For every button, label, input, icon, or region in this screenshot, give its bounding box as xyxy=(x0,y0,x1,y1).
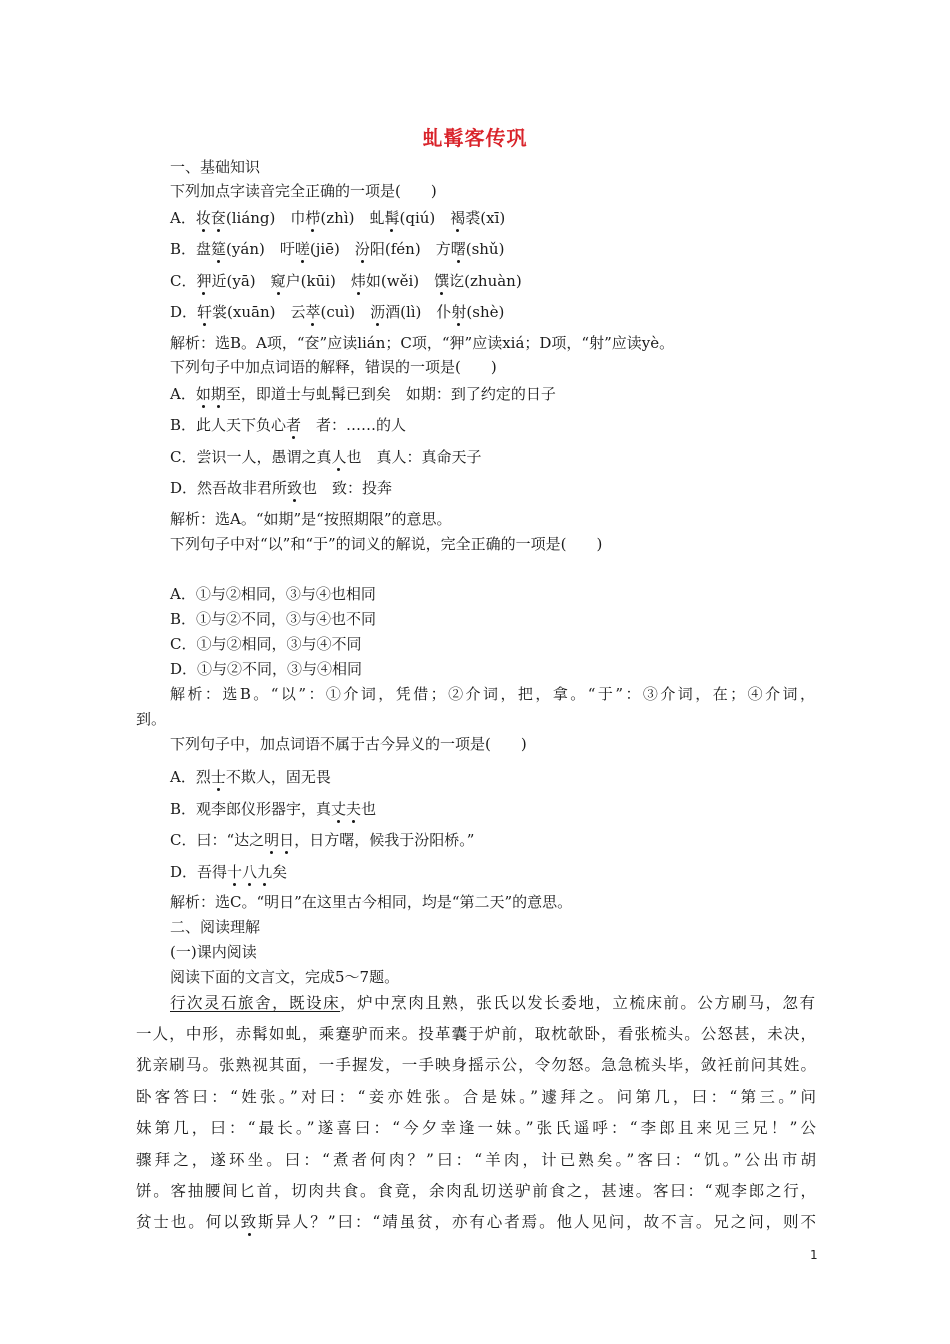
question-2-option-d: D．然吾故非君所致也 致：投奔 xyxy=(170,479,393,497)
question-4-option-a: A．烈士不欺人，固无畏 xyxy=(170,768,331,786)
question-2-option-c: C．尝识一人，愚谓之真人也 真人：真命天子 xyxy=(170,448,482,466)
passage-line-5: 妹第几，曰：“最长。”遂喜曰：“今夕幸逢一妹。”张氏遥呼：“李郎且来见三兄！”公 xyxy=(136,1119,816,1137)
question-4-stem: 下列句子中，加点词语不属于古今异义的一项是( ) xyxy=(170,735,527,753)
section-heading-basics: 一、基础知识 xyxy=(170,158,261,176)
reading-instruction: 阅读下面的文言文，完成5～7题。 xyxy=(170,968,400,986)
passage-line-2: 一人，中形，赤髯如虬，乘蹇驴而来。投革囊于炉前，取枕欹卧，看张梳头。公怒甚，未决， xyxy=(136,1025,816,1043)
question-1-stem: 下列加点字读音完全正确的一项是( ) xyxy=(170,182,437,200)
passage-line-8: 贫士也。何以致斯异人？”曰：“靖虽贫，亦有心者焉。他人见问，故不言。兄之问，则不 xyxy=(136,1213,816,1231)
passage-line-6: 骤拜之，遂环坐。曰：“煮者何肉？”曰：“羊肉，计已熟矣。”客曰：“饥。”公出市胡 xyxy=(136,1151,816,1169)
question-1-option-a: A．妆奁(liáng) 巾栉(zhì) 虬髯(qiú) 褐裘(xī) xyxy=(170,209,506,227)
question-4-option-c: C．曰：“达之明日，日方曙，候我于汾阳桥。” xyxy=(170,831,475,849)
question-4-option-d: D．吾得十八九矣 xyxy=(170,863,288,881)
question-1-option-c: C．狎近(yā) 窥户(kūi) 炜如(wěi) 馔讫(zhuàn) xyxy=(170,272,522,290)
passage-line-4: 卧客答曰：“姓张。”对曰：“妾亦姓张。合是妹。”遽拜之。问第几，曰：“第三。”问 xyxy=(136,1088,816,1106)
section-heading-reading: 二、阅读理解 xyxy=(170,918,261,936)
question-2-stem: 下列句子中加点词语的解释，错误的一项是( ) xyxy=(170,358,497,376)
question-3-stem: 下列句子中对“以”和“于”的词义的解说，完全正确的一项是( ) xyxy=(170,535,603,553)
question-2-option-a: A．如期至，即道士与虬髯已到矣 如期：到了约定的日子 xyxy=(170,385,556,403)
page-number: 1 xyxy=(810,1248,818,1262)
question-1-option-b: B．盘筵(yán) 吁嗟(jiē) 汾阳(fén) 方曙(shǔ) xyxy=(170,240,505,258)
passage-line-7: 饼。客抽腰间匕首，切肉共食。食竟，余肉乱切送驴前食之，甚速。客曰：“观李郎之行， xyxy=(136,1182,816,1200)
question-3-option-c: C．①与②相同，③与④不同 xyxy=(170,635,362,653)
question-3-option-a: A．①与②相同，③与④也相同 xyxy=(170,585,376,603)
question-2-answer: 解析：选A。“如期”是“按照期限”的意思。 xyxy=(170,510,452,528)
subsection-heading: (一)课内阅读 xyxy=(170,943,257,961)
question-3-option-d: D．①与②不同，③与④相同 xyxy=(170,660,363,678)
question-3-answer-cont: 到。 xyxy=(136,710,167,728)
question-3-answer: 解析：选B。“以”：①介词，凭借；②介词，把，拿。“于”：③介词，在；④介词， xyxy=(170,685,815,703)
question-1-option-d: D．轩裳(xuān) 云萃(cuì) 沥酒(lì) 仆射(shè) xyxy=(170,303,505,321)
passage-line-3: 犹亲刷马。张熟视其面，一手握发，一手映身摇示公，令勿怒。急急梳头毕，敛衽前问其姓。 xyxy=(136,1056,816,1074)
question-4-option-b: B．观李郎仪形器宇，真丈夫也 xyxy=(170,800,377,818)
question-2-option-b: B．此人天下负心者 者：……的人 xyxy=(170,416,407,434)
question-1-answer: 解析：选B。A项，“奁”应读lián；C项，“狎”应读xiá；D项，“射”应读yè。 xyxy=(170,334,675,352)
document-title: 虬髯客传巩 xyxy=(422,126,528,150)
passage-line-1: 行次灵石旅舍，既设床，炉中烹肉且熟，张氏以发长委地，立梳床前。公方刷马，忽有 xyxy=(170,994,815,1012)
question-4-answer: 解析：选C。“明日”在这里古今相同，均是“第二天”的意思。 xyxy=(170,893,573,911)
question-3-option-b: B．①与②不同，③与④也不同 xyxy=(170,610,377,628)
